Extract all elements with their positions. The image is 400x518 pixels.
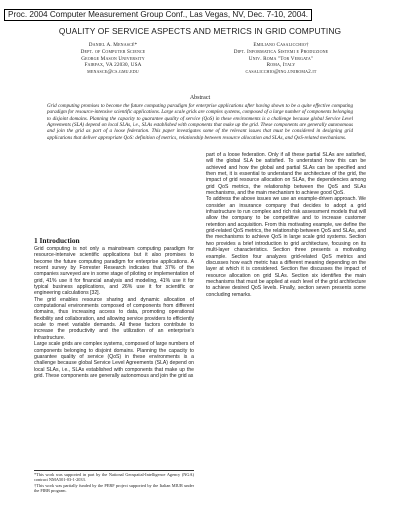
author-block-1	[28, 42, 198, 76]
author-city: Fairfax, VA 22030, USA	[84, 62, 142, 69]
paper-title: QUALITY OF SERVICE ASPECTS AND METRICS IN GRID COMPUTING	[58, 26, 342, 36]
conference-citation: Proc. 2004 Computer Measurement Group Conf., Las Vegas, NV, Dec. 7-10, 2004.	[4, 9, 312, 21]
abstract	[47, 94, 353, 141]
author-dept: Dipt. Informatica Sistemi e Produzione	[233, 48, 329, 55]
right-column	[206, 152, 366, 298]
paragraph: The grid enables resource sharing and dynamic allocation of computational environments composed of components from different domains, thus increasing access to data, promoting operational flexibility and collaboration, and allowing service providers to efficiently scale to meet variable demands. All these factors contribute to increase the productivity and the utilization of an enterprise's infrastructure.	[34, 296, 194, 341]
abstract-heading: Abstract	[189, 95, 211, 101]
footnotes	[34, 470, 194, 494]
footnote: *This work was supported in part by the National Geospatial-Intelligence Agency (NGA) contract NMA501-03-1-2033.	[34, 472, 194, 483]
author-name: Daniel A. Menascé*	[88, 42, 138, 48]
paragraph: To address the above issues we use an example-driven approach. We consider an insurance company that decides to adopt a grid infrastructure to run complex and rich risk assessment models that will allow the company to be competitive and to increase customer retention and acquisition. From this motivating example, we define the grid-related QoS metrics, the relationship between QoS and SLAs, and the mechanisms to achieve QoS in large scale grid systems. Section two provides a brief introduction to grid architecture, focusing on its multi-layer characteristics. Section three presents a motivating example. Section four analyzes grid-related QoS metrics and discusses how each metric has a different meaning depending on the layer at which it is considered. Section five discusses the impact of resource allocation on grid SLAs. Section six identifies the main mechanisms that must be applied at each level of the grid architecture to achieve desired QoS levels. Finally, section seven presents some concluding remarks.	[206, 196, 366, 298]
paragraph: Grid computing is not only a mainstream computing paradigm for resource-intensive scientific applications but it also promises to become the future computing paradigm for enterprise applications. A recent survey by Forrester Research indicates that 37% of the companies surveyed are in some stage of piloting or implementation of grid, 41% use it for financial analysis and modeling, 41% use it for typical business applications, and 26% use it for scientific or engineering calculations [32].	[34, 246, 194, 297]
author-city: Roma, Italy	[266, 62, 296, 69]
footnote: †This work was partially funded by the PERF project supported by the Italian MIUR under the FIRB program.	[34, 482, 194, 494]
section-heading: 1 Introduction	[34, 236, 80, 245]
abstract-body: Grid computing promises to become the future computing paradigm for enterprise applications after having shown to be a quite effective computing paradigm for resource-intensive scientific applications. Large scale grids are complex systems, composed of a large number of components belonging to disjoint domains. Planning the capacity to guarantee quality of service (QoS) in these environments is a challenge because global Service Level Agreements (SLA) depend on local SLAs, i.e., SLAs established with components that make up the grid. These components are generally autonomous and join the grid as part of a loose federation. This paper investigates some of the relevant issues that must be considered in designing grid applications that deliver appropriate QoS: definition of metrics, relationship between resource allocation and SLAs, and QoS-related mechanisms.	[47, 103, 353, 141]
author-block-2	[196, 42, 366, 76]
author-org: George Mason University	[81, 55, 145, 62]
author-name: Emiliano Casalicchio†	[253, 42, 309, 48]
author-email: menasce@cs.gmu.edu	[87, 69, 139, 76]
left-column	[34, 236, 194, 379]
paragraph: part of a loose federation. Only if all these partial SLAs are satisfied, will the global SLA be satisfied. To understand how this can be achieved and how the global and partial SLAs can be specified and then met, it is essential to understand the architecture of the grid, the impact of grid resource allocation on SLAs, the dependencies among grid QoS metrics, the relationship between the QoS and SLAs mechanisms, and the main mechanism to achieve good QoS.	[206, 152, 366, 197]
author-email: casalicchio@ing.uniroma2.it	[245, 69, 317, 76]
author-dept: Dept. of Computer Science	[80, 48, 146, 55]
paragraph: Large scale grids are complex systems, composed of large numbers of components belonging to disjoint domains. Planning the capacity to guarantee quality of service (QoS) in these environments is a challenge because global Service Level Agreements (SLA) depend on local SLAs, i.e., SLAs established with components that make up the grid. These components are generally autonomous and join the grid as	[34, 341, 194, 379]
author-org: Univ. Roma "Tor Vergata"	[248, 55, 314, 62]
